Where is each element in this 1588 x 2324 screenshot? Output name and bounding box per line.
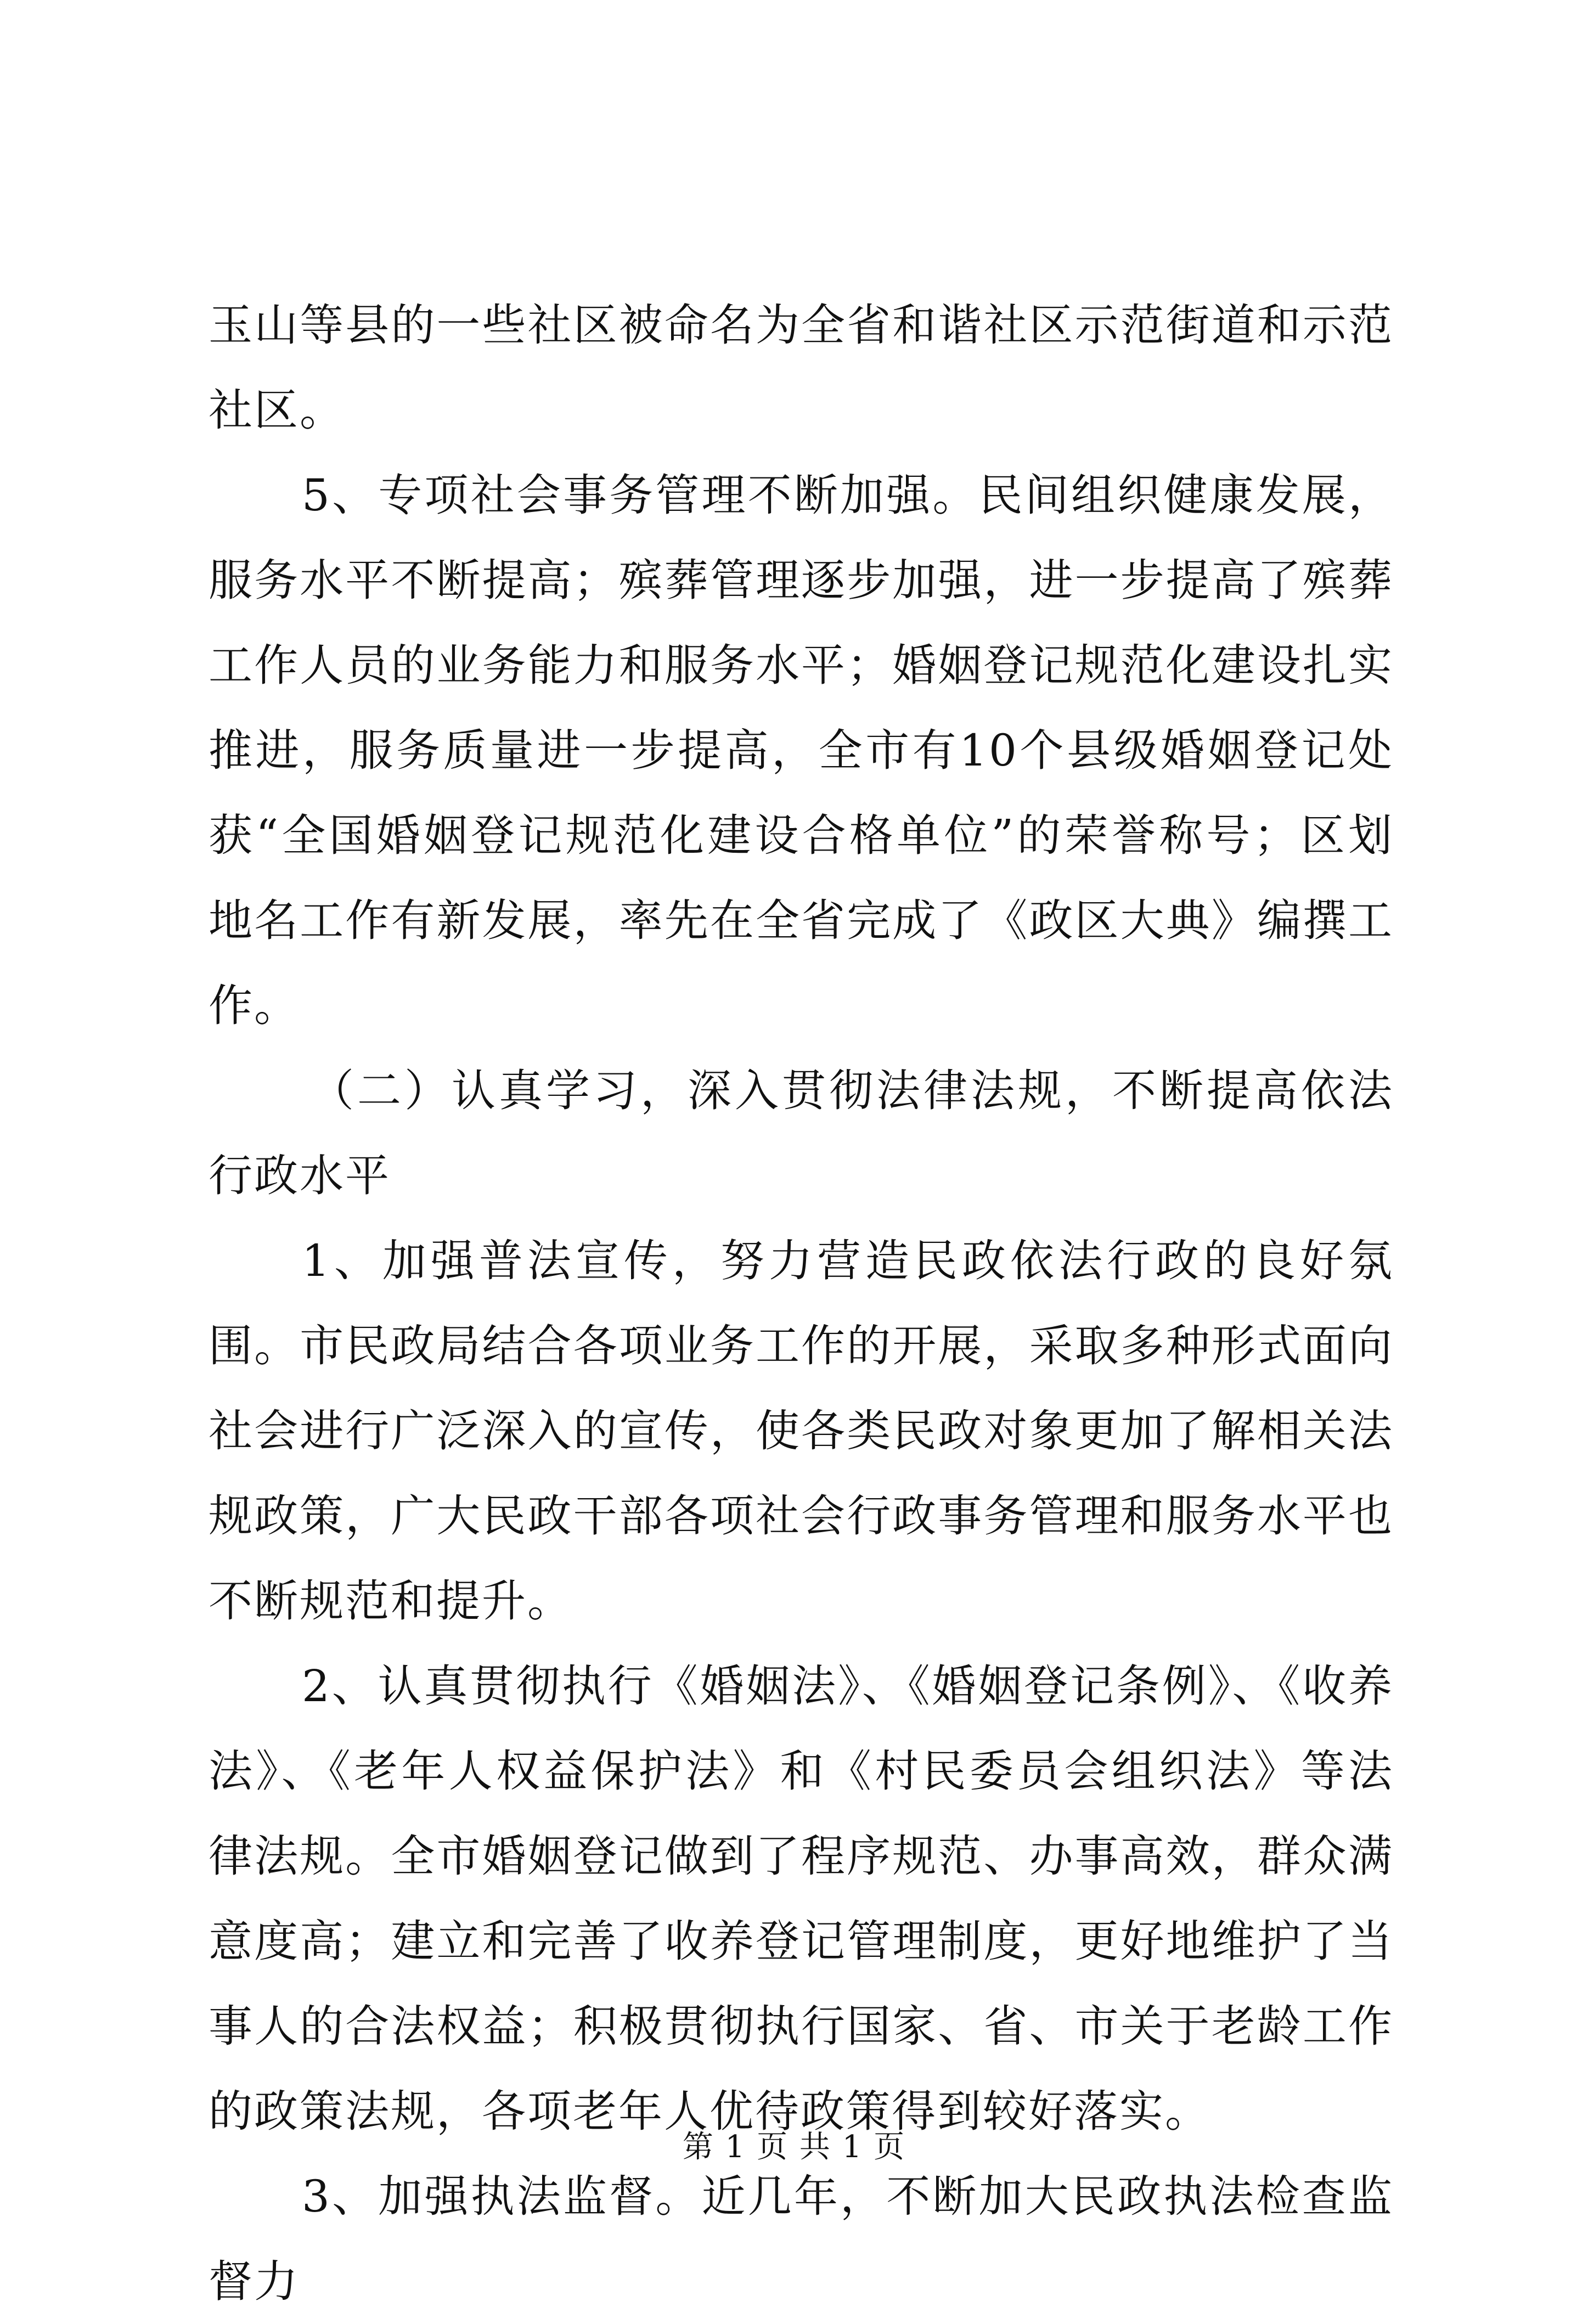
document-body bbox=[209, 283, 1394, 2324]
section-heading-2: （二）认真学习，深入贯彻法律法规，不断提高依法行政水平 bbox=[209, 1065, 1394, 1201]
paragraph-item-2: 2、认真贯彻执行《婚姻法》、《婚姻登记条例》、《收养法》、《老年人权益保护法》和《村民委员会组织法》等法律法规。全市婚姻登记做到了程序规范、办事高效，群众满意度高；建立和完善了收养登记管理制度，更好地维护了当事人的合法权益；积极贯彻执行国家、省、市关于老龄工作的政策法规，各项老年人优待政策得到较好落实。 bbox=[209, 1661, 1394, 2137]
paragraph-item-1: 1、加强普法宣传，努力营造民政依法行政的良好氛围。市民政局结合各项业务工作的开展，采取多种形式面向社会进行广泛深入的宣传，使各类民政对象更加了解相关法规政策，广大民政干部各项社会行政事务管理和服务水平也不断规范和提升。 bbox=[209, 1235, 1394, 1627]
paragraph-item-5: 5、专项社会事务管理不断加强。民间组织健康发展，服务水平不断提高；殡葬管理逐步加强，进一步提高了殡葬工作人员的业务能力和服务水平；婚姻登记规范化建设扎实推进，服务质量进一步提高，全市有10个县级婚姻登记处获“全国婚姻登记规范化建设合格单位”的荣誉称号；区划地名工作有新发展，率先在全省完成了《政区大典》编撰工作。 bbox=[209, 470, 1394, 1031]
page-footer: 第 1 页 共 1 页 bbox=[682, 2129, 906, 2165]
paragraph-continuation: 玉山等县的一些社区被命名为全省和谐社区示范街道和示范社区。 bbox=[209, 300, 1394, 436]
paragraph-item-3: 3、加强执法监督。近几年，不断加大民政执法检查监督力 bbox=[209, 2171, 1394, 2307]
